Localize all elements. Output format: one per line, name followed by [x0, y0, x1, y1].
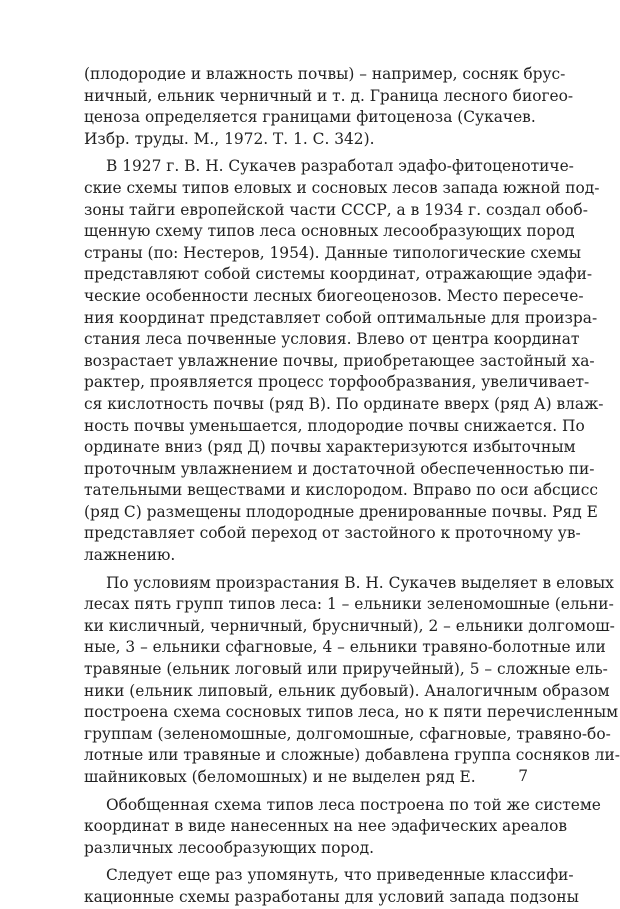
- text-line: (ряд С) размещены плодородные дренированные почвы. Ряд Е: [84, 502, 598, 521]
- text-line: Избр. труды. М., 1972. Т. 1. С. 342).: [84, 129, 375, 148]
- page-number: 7: [518, 767, 528, 785]
- text-line: Обобщенная схема типов леса построена по той же системе: [106, 795, 601, 814]
- text-line: страны (по: Нестеров, 1954). Данные типологические схемы: [84, 243, 581, 262]
- text-line: рактер, проявляется процесс торфообразвания, увеличивает-: [84, 373, 590, 392]
- book-page: [84, 64, 620, 909]
- text-line: возрастает увлажнение почвы, приобретающее застойный ха-: [84, 351, 595, 370]
- text-line: лотные или травяные и сложные) добавлена группа сосняков ли-: [84, 746, 620, 765]
- text-line: (плодородие и влажность почвы) – например, сосняк брус-: [84, 65, 566, 83]
- text-line: ки кисличный, черничный, брусничный), 2 – ельники долгомош-: [84, 616, 615, 635]
- text-line: стания леса почвенные условия. Влево от центра координат: [84, 330, 580, 349]
- text-line: ческие особенности лесных биогеоценозов. Место пересече-: [84, 286, 584, 305]
- text-line: лажнению.: [84, 546, 176, 565]
- text-line: ценоза определяется границами фитоценоза (Сукачев.: [84, 108, 536, 127]
- text-line: кационные схемы разработаны для условий запада подзоны: [84, 887, 579, 906]
- text-line: ские схемы типов еловых и сосновых лесов запада южной под-: [84, 178, 600, 197]
- text-line: группам (зеленомошные, долгомошные, сфагновые, травяно-бо-: [84, 724, 611, 743]
- text-line: зоны тайги европейской части СССР, а в 1934 г. создал обоб-: [84, 200, 588, 219]
- text-line: В 1927 г. В. Н. Сукачев разработал эдафо-фитоценотиче-: [106, 157, 574, 176]
- text-line: различных лесообразующих пород.: [84, 838, 375, 857]
- paragraph: [84, 156, 604, 566]
- text-line: тательными веществами и кислородом. Вправо по оси абсцисс: [84, 481, 599, 500]
- text-line: ники (ельник липовый, ельник дубовый). Аналогичным образом: [84, 681, 610, 700]
- paragraph: [84, 865, 579, 908]
- text-line: шайниковых (беломошных) и не выделен ряд Е.: [84, 768, 476, 786]
- text-line: ные, 3 – ельники сфагновые, 4 – ельники травяно-болотные или: [84, 638, 606, 657]
- text-line: представляет собой переход от застойного к проточному ув-: [84, 524, 581, 543]
- text-line: ность почвы уменьшается, плодородие почвы снижается. По: [84, 416, 585, 435]
- text-line: представляют собой системы координат, отражающие эдафи-: [84, 265, 593, 284]
- text-line: ния координат представляет собой оптимальные для произра-: [84, 308, 598, 327]
- text-line: щенную схему типов леса основных лесообразующих пород: [84, 222, 575, 241]
- text-line: лесах пять групп типов леса: 1 – ельники зеленомошные (ельни-: [84, 595, 614, 614]
- text-line: ничный, ельник черничный и т. д. Граница лесного биогео-: [84, 86, 574, 105]
- paragraph: [84, 573, 620, 789]
- text-line: ординате вниз (ряд Д) почвы характеризуются избыточным: [84, 438, 576, 457]
- text-line: ся кислотность почвы (ряд В). По ординате вверх (ряд А) влаж-: [84, 394, 604, 413]
- paragraph: [84, 64, 574, 150]
- text-line: Следует еще раз упомянуть, что приведенные классифи-: [106, 866, 574, 885]
- text-line: построена схема сосновых типов леса, но к пяти перечисленным: [84, 703, 619, 722]
- text-line: По условиям произрастания В. Н. Сукачев выделяет в еловых: [106, 573, 614, 592]
- paragraph: [84, 795, 601, 860]
- text-line: координат в виде нанесенных на нее эдафических ареалов: [84, 817, 568, 836]
- text-line: проточным увлажнением и достаточной обеспеченностью пи-: [84, 459, 595, 478]
- text-line: травяные (ельник логовый или приручейный), 5 – сложные ель-: [84, 660, 608, 679]
